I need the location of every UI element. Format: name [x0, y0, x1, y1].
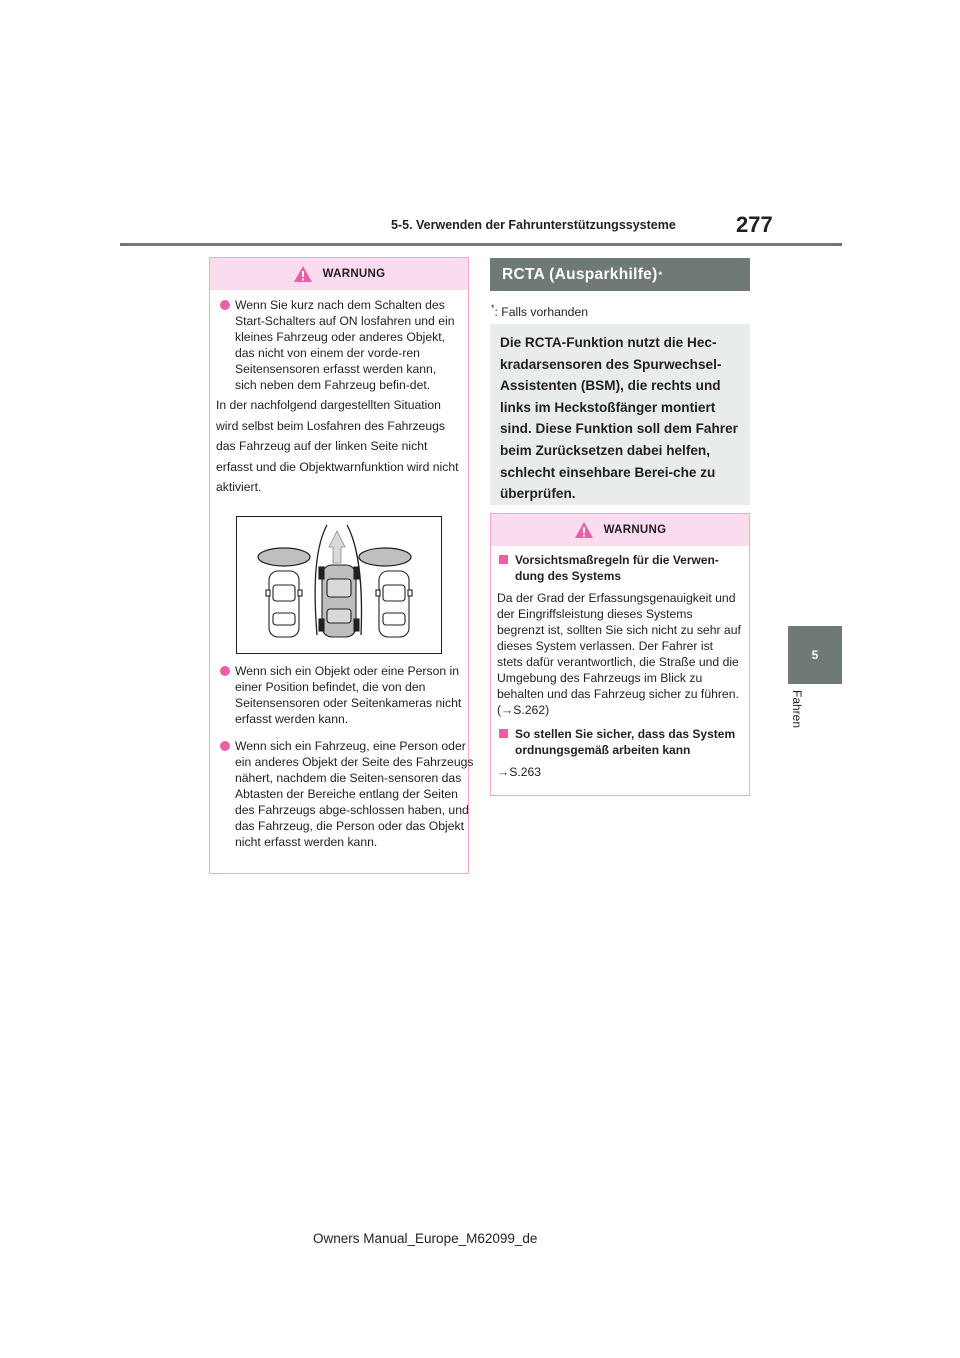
footer-text: Owners Manual_Europe_M62099_de: [313, 1231, 538, 1246]
warning-bullet: [216, 738, 479, 850]
intro-text: Die RCTA-Funktion nutzt die Hec-kradarsensoren des Spurwechsel-Assistenten (BSM), die rechts und links im Heckstoßfänger montiert sind. Diese Funktion soll dem Fahrer beim Zurücksetzen dabei helfen, schlecht einsehbare Berei-che zu überprüfen.: [500, 335, 738, 502]
footnote: [491, 303, 588, 319]
caution-paragraph: Da der Grad der Erfassungsgenauigkeit und der Eingriffsleistung dieses Systems begrenzt ist, sollten Sie sich nicht zu sehr auf dieses System verlassen. Der Fahrer ist stets dafür verantwortlich, die Straße und die Umgebung des Fahrzeugs im Blick zu behalten und das Fahrzeug sicher zu führen. (→S.262): [497, 591, 741, 717]
bullet-dot-icon: [220, 300, 230, 310]
chapter-label: Fahren: [790, 690, 804, 729]
subsection-heading-text: So stellen Sie sicher, dass das System ordnungsgemäß arbeiten kann: [515, 727, 736, 757]
subsection-heading: [497, 726, 741, 758]
page-reference: →S.263: [497, 765, 542, 779]
chapter-number: 5: [811, 648, 819, 662]
bullet-text: Wenn Sie kurz nach dem Schalten des Start-Schalters auf ON losfahren und ein kleines Fahrzeug oder anderes Objekt, das nicht von einem der vorde-ren Seitensensoren erfasst werden kann, sich neben dem Fahrzeug befin-det.: [235, 298, 455, 392]
situation-paragraph: In der nachfolgend dargestellten Situation wird selbst beim Losfahren des Fahrzeugs das Fahrzeug auf der linken Seite nicht erfasst und die Objektwarnfunktion wird nicht aktiviert.: [216, 398, 459, 495]
bullet-text: Wenn sich ein Fahrzeug, eine Person oder ein anderes Objekt der Seite des Fahrzeugs nähert, nachdem die Seiten-sensoren das Abtasten der Bereiche entlang der Seiten des Fahrzeugs abge-schlossen haben, und das Fahrzeug, die Person oder das Objekt nicht erfasst werden kann.: [235, 739, 474, 849]
right-warning-box: [490, 513, 750, 796]
warning-triangle-icon: [574, 521, 594, 539]
page-number: 277: [736, 212, 773, 237]
square-bullet-icon: [499, 555, 508, 564]
section-asterisk: *: [658, 269, 663, 280]
section-header-title: 5-5. Verwenden der Fahrunterstützungssysteme: [391, 218, 676, 232]
header-divider: [120, 243, 842, 246]
bullet-dot-icon: [220, 741, 230, 751]
warning-header: [210, 258, 468, 290]
chapter-tab: [788, 626, 842, 684]
warning-bullet: [216, 663, 479, 727]
parking-diagram: [237, 517, 441, 653]
section-title: RCTA (Ausparkhilfe): [502, 265, 658, 283]
warning-title: WARNUNG: [322, 268, 386, 280]
subsection-heading: [497, 552, 741, 584]
intro-box: [490, 324, 750, 505]
section-title-bar: [490, 258, 750, 291]
warning-bullet: [216, 297, 460, 393]
warning-header: [491, 514, 749, 546]
square-bullet-icon: [499, 729, 508, 738]
parking-illustration: [236, 516, 442, 654]
warning-triangle-icon: [293, 265, 313, 283]
subsection-heading-text: Vorsichtsmaßregeln für die Verwen-dung des Systems: [515, 553, 719, 583]
footnote-mark: *: [491, 303, 495, 313]
bullet-text: Wenn sich ein Objekt oder eine Person in einer Position befindet, die von den Seitensensoren oder Seitenkameras nicht erfasst werden kann.: [235, 664, 462, 726]
footnote-text: : Falls vorhanden: [494, 305, 589, 320]
bullet-dot-icon: [220, 666, 230, 676]
warning-title: WARNUNG: [603, 524, 667, 536]
